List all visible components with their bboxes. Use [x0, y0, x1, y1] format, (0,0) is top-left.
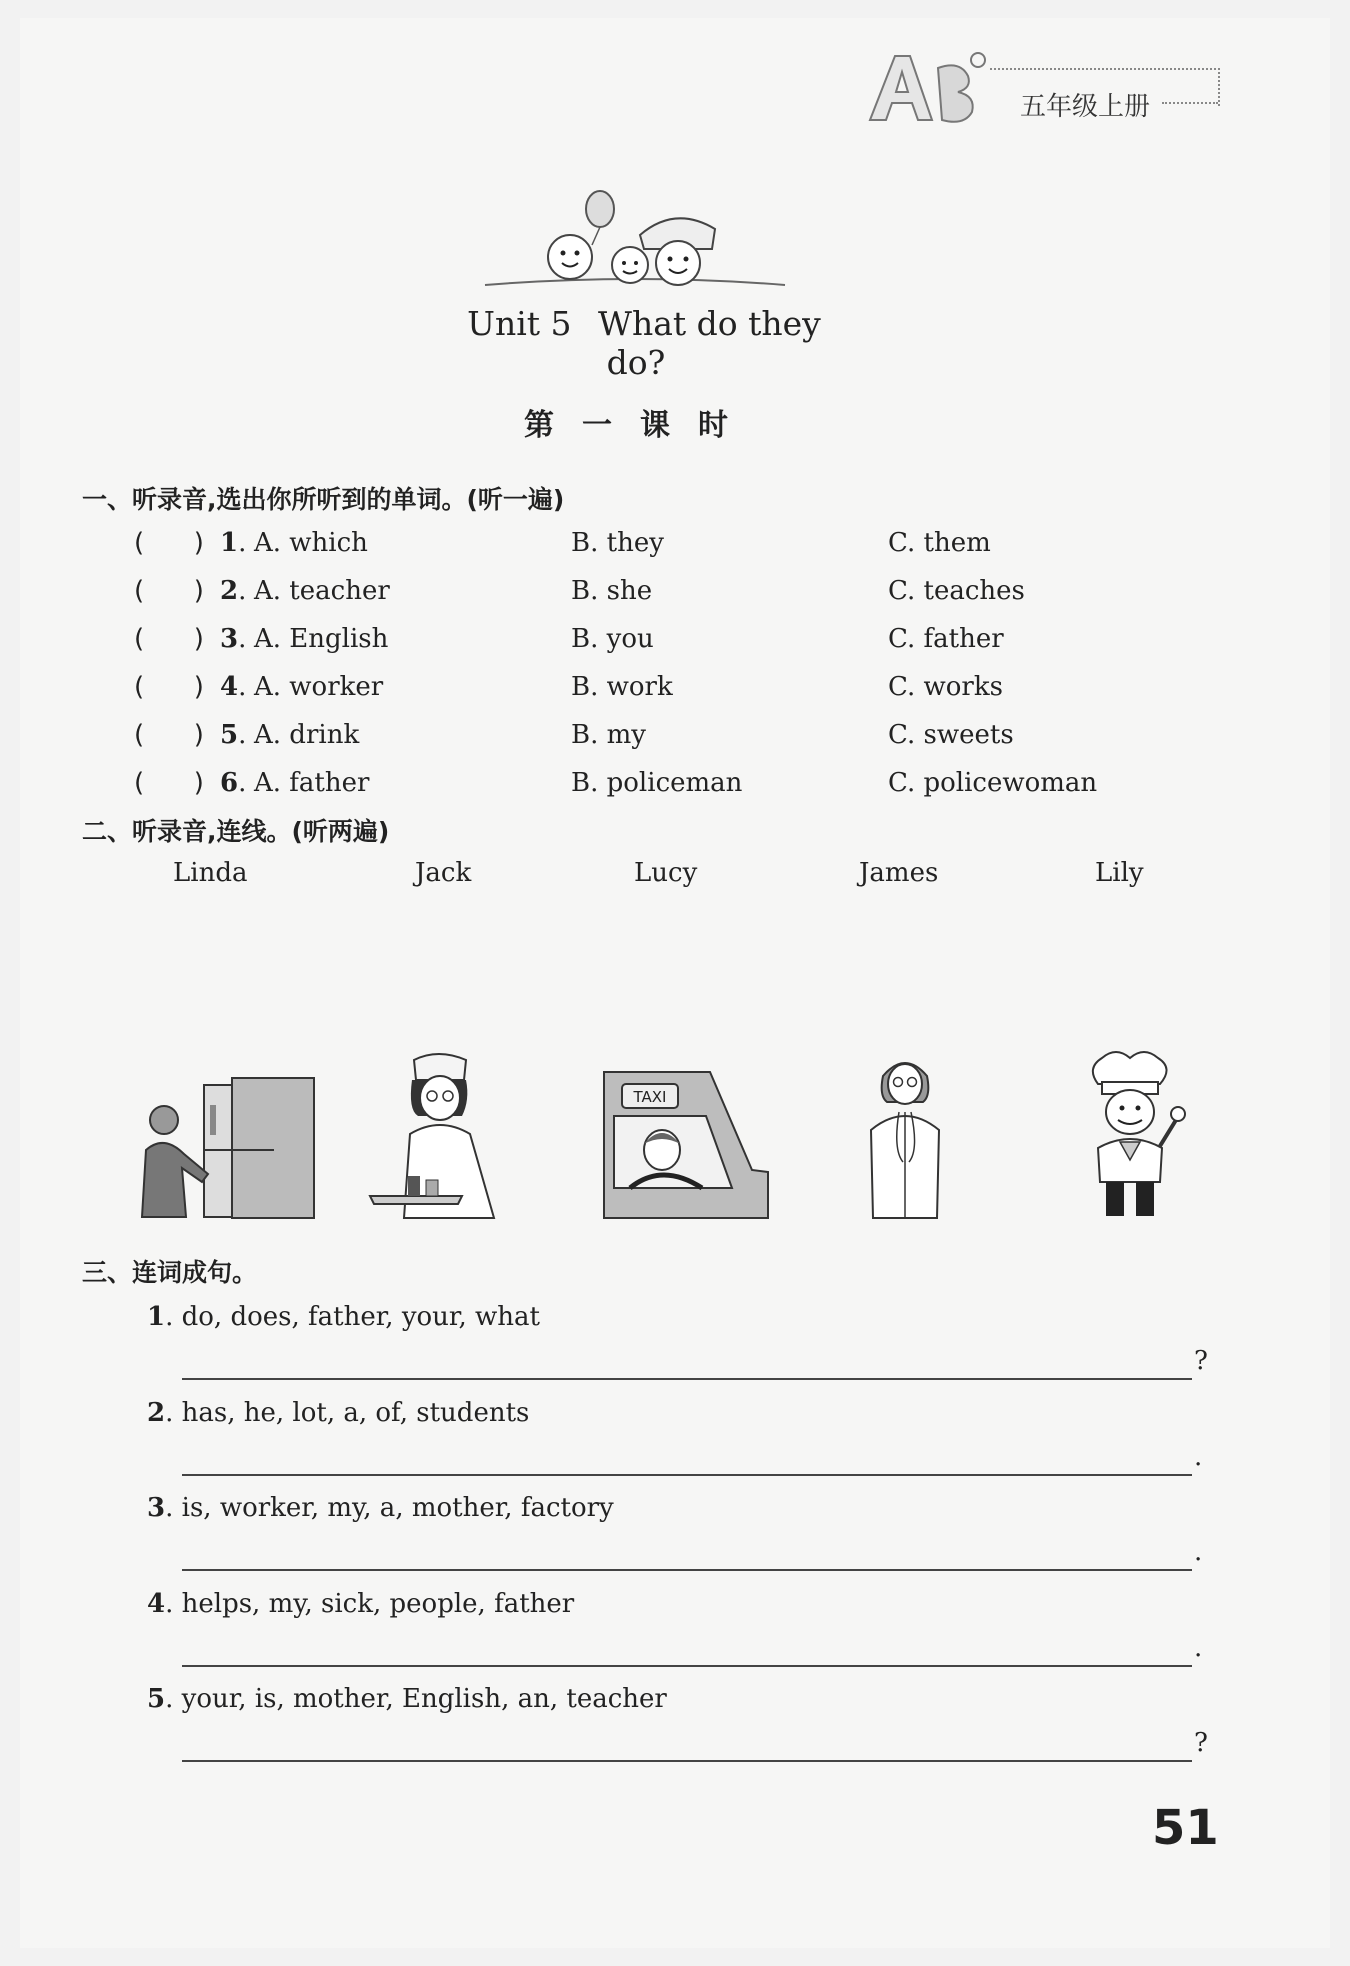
taxi-driver-picture[interactable] [602, 1050, 772, 1224]
option-a: A. teacher [254, 576, 390, 606]
answer-line[interactable] [182, 1569, 1192, 1571]
sentence-prompt: 3. is, worker, my, a, mother, factory [147, 1493, 614, 1523]
factory-worker-picture[interactable] [132, 1050, 322, 1224]
question-number: 3. [220, 624, 247, 654]
doctor-picture[interactable] [855, 1050, 955, 1224]
sentence-end-mark: . [1194, 1633, 1203, 1663]
ab-logo [860, 48, 990, 128]
option-b: B. work [571, 672, 673, 702]
answer-blank[interactable]: ( ) [134, 720, 204, 750]
question-number: 1. [220, 528, 247, 558]
option-b: B. she [571, 576, 653, 606]
lesson-heading: 第一课时 [524, 408, 756, 443]
answer-line[interactable] [182, 1760, 1192, 1762]
option-c: C. sweets [888, 720, 1014, 750]
sentence-end-mark: ? [1194, 1728, 1208, 1758]
unit-title [440, 304, 840, 382]
option-b: B. you [571, 624, 654, 654]
sentence-prompt: 1. do, does, father, your, what [147, 1302, 540, 1332]
answer-blank[interactable]: ( ) [134, 672, 204, 702]
option-c: C. works [888, 672, 1003, 702]
answer-line[interactable] [182, 1378, 1192, 1380]
option-c: C. father [888, 624, 1004, 654]
option-a: A. which [254, 528, 368, 558]
sentence-prompt: 2. has, he, lot, a, of, students [147, 1398, 530, 1428]
option-c: C. teaches [888, 576, 1025, 606]
sentence-end-mark: . [1194, 1442, 1203, 1472]
option-c: C. them [888, 528, 991, 558]
cook-picture[interactable] [1080, 1050, 1190, 1224]
option-b: B. they [571, 528, 664, 558]
answer-blank[interactable]: ( ) [134, 768, 204, 798]
section2-heading: 二、听录音,连线。(听两遍) [82, 817, 390, 846]
option-b: B. my [571, 720, 646, 750]
question-number: 5. [220, 720, 247, 750]
answer-line[interactable] [182, 1665, 1192, 1667]
option-a: A. worker [254, 672, 384, 702]
unit-question: What do they do? [598, 304, 821, 382]
option-c: C. policewoman [888, 768, 1098, 798]
name-linda[interactable]: Linda [173, 858, 248, 888]
unit-number: Unit 5 [467, 304, 572, 343]
option-b: B. policeman [571, 768, 743, 798]
answer-blank[interactable]: ( ) [134, 624, 204, 654]
kids-banner-illustration [480, 185, 790, 295]
sentence-end-mark: ? [1194, 1346, 1208, 1376]
section3-heading: 三、连词成句。 [82, 1258, 258, 1287]
nurse-picture[interactable] [368, 1050, 508, 1224]
sentence-prompt: 5. your, is, mother, English, an, teacher [147, 1684, 667, 1714]
name-jack[interactable]: Jack [415, 858, 472, 888]
sentence-prompt: 4. helps, my, sick, people, father [147, 1589, 575, 1619]
taxi-sign-text: TAXI [633, 1088, 667, 1106]
option-a: A. drink [254, 720, 360, 750]
section1-heading: 一、听录音,选出你所听到的单词。(听一遍) [82, 485, 565, 514]
answer-blank[interactable]: ( ) [134, 576, 204, 606]
option-a: A. father [254, 768, 370, 798]
grade-label: 五年级上册 [1020, 92, 1151, 122]
sentence-end-mark: . [1194, 1537, 1203, 1567]
option-a: A. English [254, 624, 389, 654]
name-james[interactable]: James [859, 858, 939, 888]
page-number: 51 [1152, 1800, 1219, 1856]
name-lily[interactable]: Lily [1095, 858, 1144, 888]
question-number: 4. [220, 672, 247, 702]
answer-line[interactable] [182, 1474, 1192, 1476]
header-dots [1162, 102, 1218, 104]
name-lucy[interactable]: Lucy [634, 858, 698, 888]
question-number: 2. [220, 576, 247, 606]
answer-blank[interactable]: ( ) [134, 528, 204, 558]
question-number: 6. [220, 768, 247, 798]
